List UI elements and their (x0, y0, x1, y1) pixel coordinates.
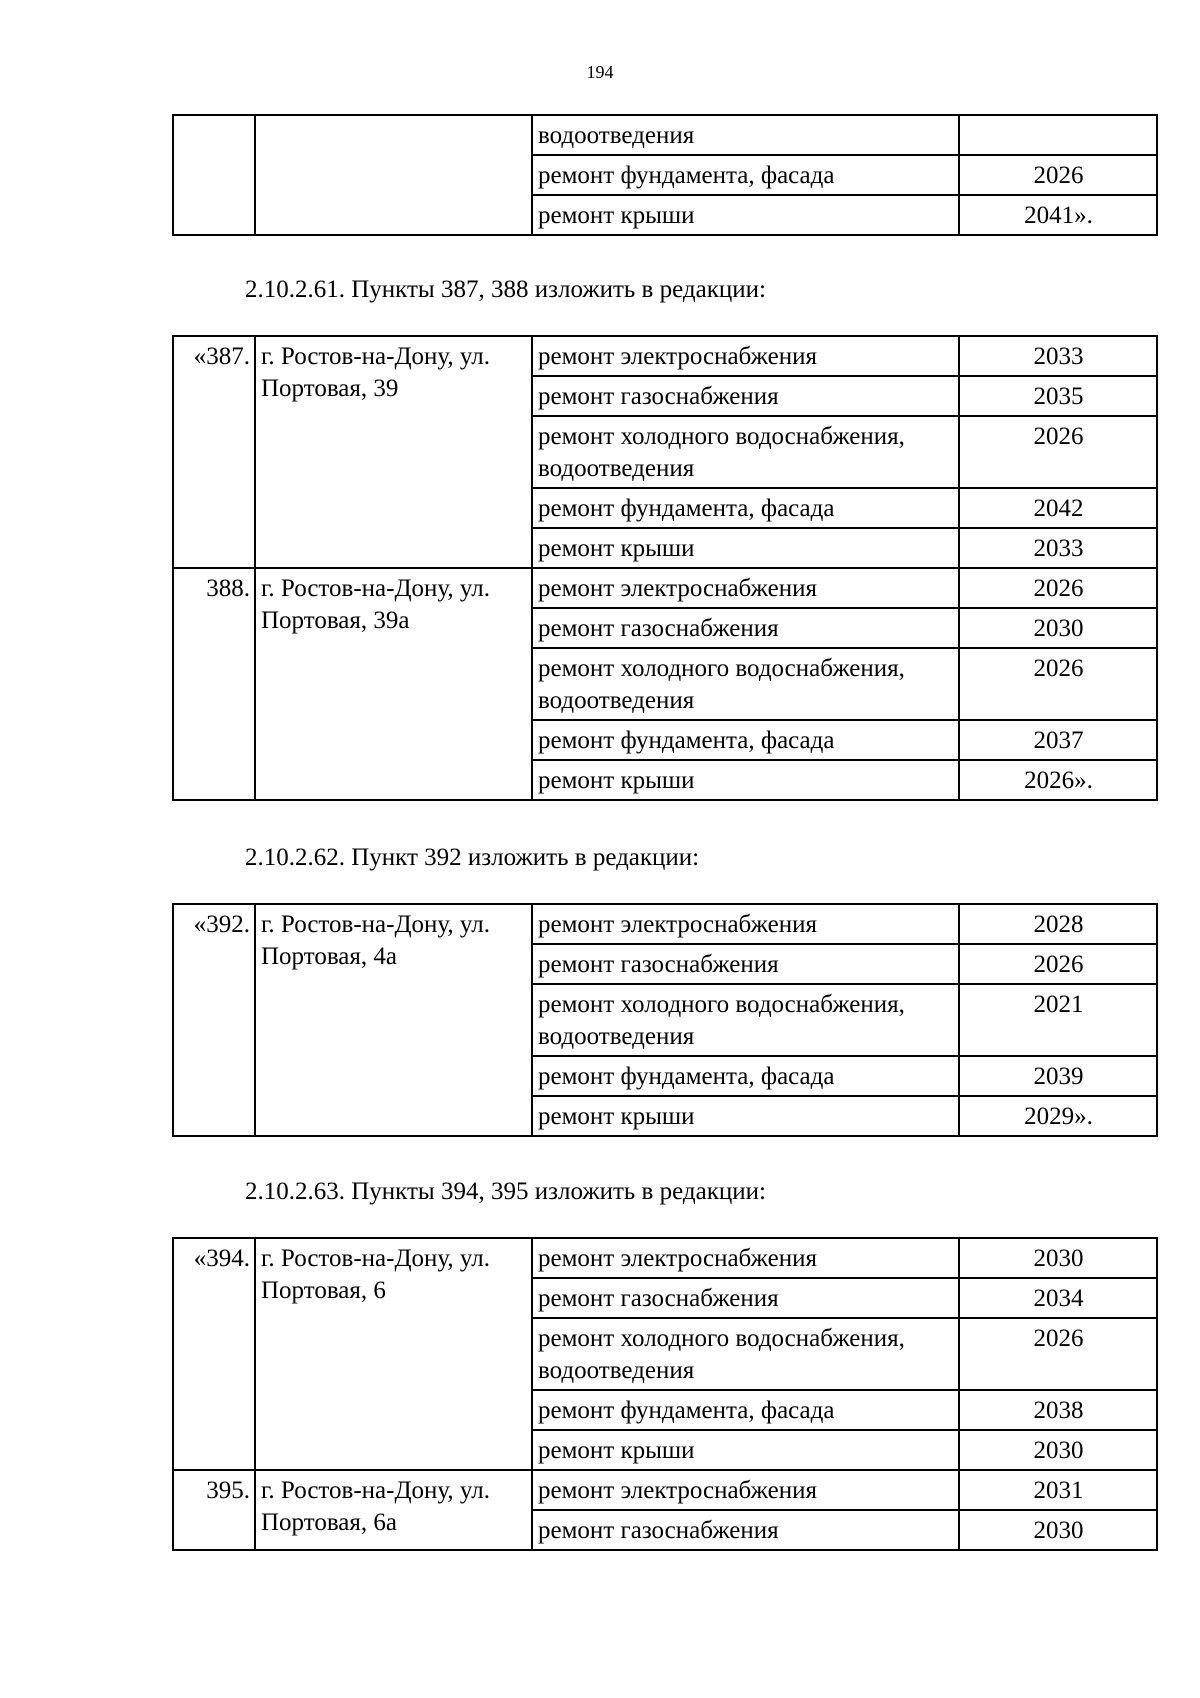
section-instruction: 2.10.2.62. Пункт 392 изложить в редакции: (245, 844, 700, 871)
table-row (173, 568, 1157, 608)
table-row (173, 1470, 1157, 1510)
year-cell: 2034 (959, 1278, 1157, 1318)
table-row (173, 115, 1157, 155)
year-cell: 2031 (959, 1470, 1157, 1510)
work-cell: ремонт фундамента, фасада (532, 1056, 959, 1096)
item-number: «387. (173, 336, 255, 568)
work-cell: ремонт крыши (532, 1096, 959, 1136)
item-number: 388. (173, 568, 255, 800)
work-cell: ремонт холодного водоснабжения, водоотведения (532, 648, 959, 720)
work-cell: ремонт холодного водоснабжения, водоотведения (532, 1318, 959, 1390)
section-instruction: 2.10.2.63. Пункты 394, 395 изложить в редакции: (245, 1178, 766, 1205)
table-row (173, 1238, 1157, 1278)
work-cell: ремонт крыши (532, 760, 959, 800)
amendment-table (172, 1237, 1158, 1551)
address-cell: г. Ростов-на-Дону, ул. Портовая, 39а (255, 568, 532, 800)
year-cell: 2026». (959, 760, 1157, 800)
year-cell: 2041». (959, 195, 1157, 235)
work-cell: ремонт электроснабжения (532, 1470, 959, 1510)
item-number: 395. (173, 1470, 255, 1550)
year-cell: 2035 (959, 376, 1157, 416)
year-cell: 2028 (959, 904, 1157, 944)
year-cell: 2037 (959, 720, 1157, 760)
work-cell: ремонт электроснабжения (532, 568, 959, 608)
amendment-table (172, 903, 1158, 1137)
year-cell: 2030 (959, 1238, 1157, 1278)
work-cell: ремонт газоснабжения (532, 608, 959, 648)
work-cell: ремонт холодного водоснабжения, водоотведения (532, 984, 959, 1056)
address-cell: г. Ростов-на-Дону, ул. Портовая, 4а (255, 904, 532, 1136)
year-cell: 2026 (959, 1318, 1157, 1390)
address-cell: г. Ростов-на-Дону, ул. Портовая, 6 (255, 1238, 532, 1470)
work-cell: ремонт фундамента, фасада (532, 488, 959, 528)
year-cell: 2033 (959, 528, 1157, 568)
item-number: «394. (173, 1238, 255, 1470)
work-cell: ремонт фундамента, фасада (532, 720, 959, 760)
work-cell: ремонт газоснабжения (532, 376, 959, 416)
year-cell: 2021 (959, 984, 1157, 1056)
amendment-table (172, 335, 1158, 801)
year-cell: 2030 (959, 1510, 1157, 1550)
work-cell: ремонт электроснабжения (532, 904, 959, 944)
address-cell: г. Ростов-на-Дону, ул. Портовая, 6а (255, 1470, 532, 1550)
year-cell: 2039 (959, 1056, 1157, 1096)
work-cell: ремонт холодного водоснабжения, водоотведения (532, 416, 959, 488)
table-row (173, 904, 1157, 944)
year-cell: 2038 (959, 1390, 1157, 1430)
carryover-table (172, 114, 1158, 236)
work-cell: ремонт электроснабжения (532, 1238, 959, 1278)
work-cell: ремонт газоснабжения (532, 944, 959, 984)
year-cell: 2029». (959, 1096, 1157, 1136)
address-cell (255, 115, 532, 235)
year-cell: 2026 (959, 568, 1157, 608)
year-cell: 2033 (959, 336, 1157, 376)
year-cell: 2026 (959, 155, 1157, 195)
year-cell: 2026 (959, 416, 1157, 488)
work-cell: ремонт крыши (532, 195, 959, 235)
year-cell: 2042 (959, 488, 1157, 528)
work-cell: ремонт крыши (532, 528, 959, 568)
section-instruction: 2.10.2.61. Пункты 387, 388 изложить в редакции: (245, 276, 766, 303)
item-number: «392. (173, 904, 255, 1136)
work-cell: ремонт газоснабжения (532, 1510, 959, 1550)
address-cell: г. Ростов-на-Дону, ул. Портовая, 39 (255, 336, 532, 568)
work-cell: ремонт фундамента, фасада (532, 155, 959, 195)
year-cell: 2026 (959, 648, 1157, 720)
table-row (173, 336, 1157, 376)
work-cell: водоотведения (532, 115, 959, 155)
number-cell (173, 115, 255, 235)
year-cell: 2026 (959, 944, 1157, 984)
work-cell: ремонт фундамента, фасада (532, 1390, 959, 1430)
year-cell: 2030 (959, 1430, 1157, 1470)
page-number: 194 (586, 62, 614, 82)
year-cell (959, 115, 1157, 155)
work-cell: ремонт газоснабжения (532, 1278, 959, 1318)
work-cell: ремонт крыши (532, 1430, 959, 1470)
work-cell: ремонт электроснабжения (532, 336, 959, 376)
year-cell: 2030 (959, 608, 1157, 648)
